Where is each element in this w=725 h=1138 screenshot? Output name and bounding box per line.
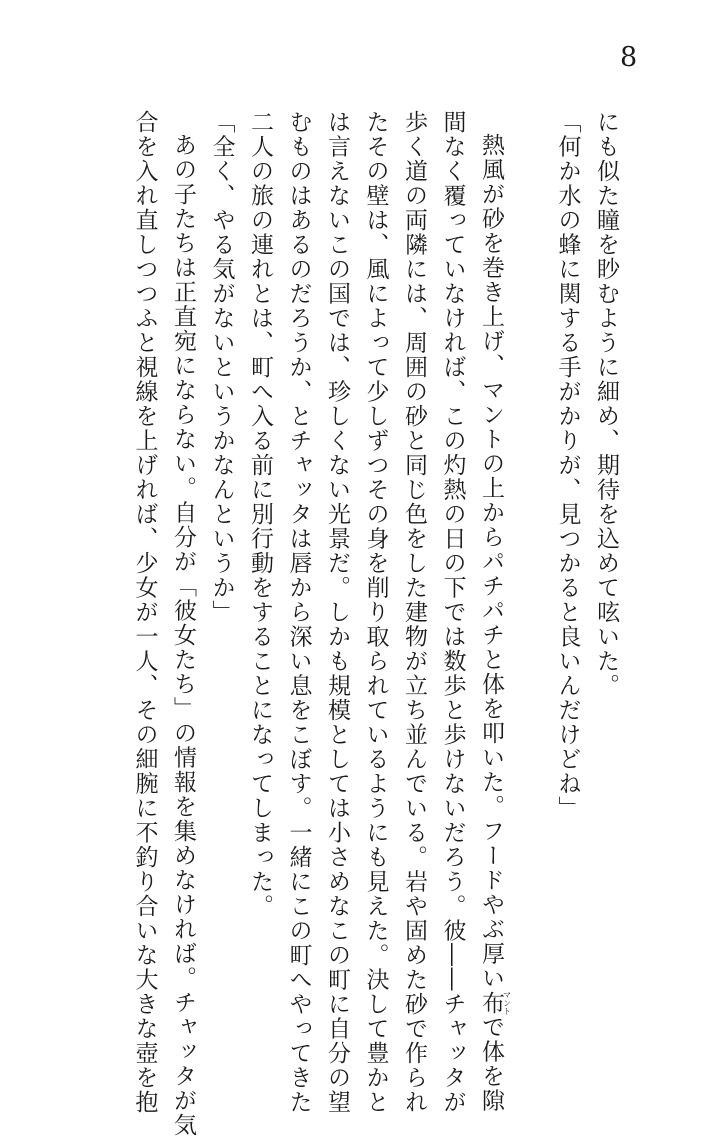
text-segment: で体を隙 <box>478 1015 504 1113</box>
text-line: にも似た瞳を眇むように細め、期待を込めて呟いた。 <box>593 110 619 698</box>
body-text <box>125 110 625 1138</box>
text-line-with-ruby <box>472 110 512 1113</box>
text-segment: 熱風が砂を巻き上げ、マントの上からパチパチと体を叩いた。フードやぶ厚い <box>478 133 504 991</box>
ruby-base: 布 <box>478 990 504 1015</box>
ruby-reading: マント <box>502 990 512 1015</box>
page-number: 8 <box>620 42 638 73</box>
text-line: 合を入れ直しつつふと視線を上げれば、少女が一人、その細腕に不釣り合いな大きな壺を抱 <box>131 110 158 1115</box>
text-line: 間なく覆っていなければ、この灼熱の日の下では数歩と歩けないだろう。彼――チャッタが <box>439 110 466 1115</box>
text-line: あの子たちは正直宛にならない。自分が「彼女たち」の情報を集めなければ。チャッタが気 <box>170 133 196 1138</box>
text-line: たその壁は、風によって少しずつその身を削り取られているようにも見えた。決して豊かと <box>362 110 389 1115</box>
text-line: 「何か水の蜂に関する手がかりが、見つかると良いんだけどね」 <box>554 110 581 821</box>
text-line: 二人の旅の連れとは、町へ入る前に別行動をすることになってしまった。 <box>247 110 273 919</box>
text-line: 「全く、やる気がないというかなんというか」 <box>208 110 235 625</box>
ruby-annotation <box>478 990 512 1016</box>
text-line: むものはあるのだろうか、とチャッタは唇から深い息をこぼす。一緒にこの町へやってきた <box>285 110 312 1115</box>
text-line: 歩く道の両隣には、周囲の砂と同じ色をした建物が立ち並んでいる。岩や固めた砂で作られ <box>401 110 427 1115</box>
text-line: は言えないこの国では、珍しくない光景だ。しかも規模としては小さめなこの町に自分の望 <box>324 110 350 1115</box>
